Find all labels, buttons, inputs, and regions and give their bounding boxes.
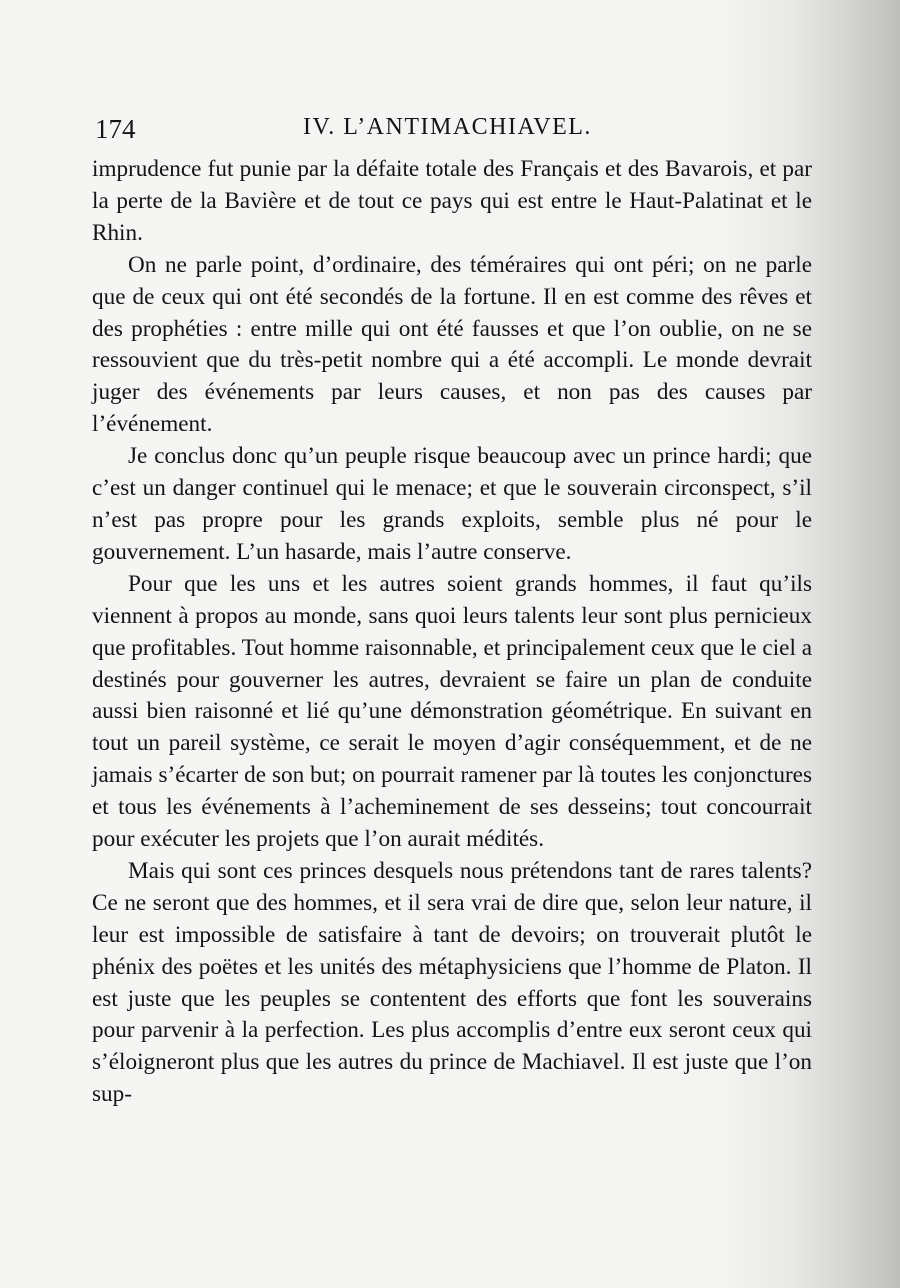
running-head: IV. L’ANTIMACHIAVEL.: [303, 114, 592, 140]
paragraph: Mais qui sont ces princes desquels nous prétendons tant de rares talents? Ce ne seront que des hommes, et il sera vrai de dire que, selon leur nature, il leur est impossible de satisfaire à tant de devoirs; on trouverait plutôt le phénix des poëtes et les unités des métaphysiciens que l’homme de Platon. Il est juste que les peuples se contentent des efforts que font les souverains pour parvenir à la perfection. Les plus accomplis d’entre eux seront ceux qui s’éloigneront plus que les autres du prince de Machiavel. Il est juste que l’on sup-: [92, 857, 812, 1108]
paragraph: On ne parle point, d’ordinaire, des téméraires qui ont péri; on ne parle que de ceux qui ont été secondés de la fortune. Il en est comme des rêves et des prophéties : entre mille qui ont été fausses et que l’on oublie, on ne se ressouvient que du très-petit nombre qui a été accompli. Le monde devrait juger des événements par leurs causes, et non pas des causes par l’événement.: [92, 251, 812, 438]
page-header: [95, 114, 815, 146]
body-text: [92, 154, 812, 1111]
page-number: 174: [95, 114, 136, 144]
paragraph: imprudence fut punie par la défaite totale des Français et des Bavarois, et par la perte de la Bavière et de tout ce pays qui est entre le Haut-Palatinat et le Rhin.: [92, 156, 812, 246]
paragraph: Pour que les uns et les autres soient grands hommes, il faut qu’ils viennent à propos au monde, sans quoi leurs talents leur sont plus pernicieux que profitables. Tout homme raisonnable, et principalement ceux que le ciel a destinés pour gouverner les autres, devraient se faire un plan de conduite aussi bien raisonné et lié qu’une démonstration géométrique. En suivant en tout un pareil système, ce serait le moyen d’agir conséquemment, et de ne jamais s’écarter de son but; on pourrait ramener par là toutes les conjonctures et tous les événements à l’acheminement de ses desseins; tout concourrait pour exécuter les projets que l’on aurait médités.: [92, 570, 812, 853]
paragraph: Je conclus donc qu’un peuple risque beaucoup avec un prince hardi; que c’est un danger continuel qui le menace; et que le souverain circonspect, s’il n’est pas propre pour les grands exploits, semble plus né pour le gouvernement. L’un hasarde, mais l’autre conserve.: [92, 443, 812, 565]
